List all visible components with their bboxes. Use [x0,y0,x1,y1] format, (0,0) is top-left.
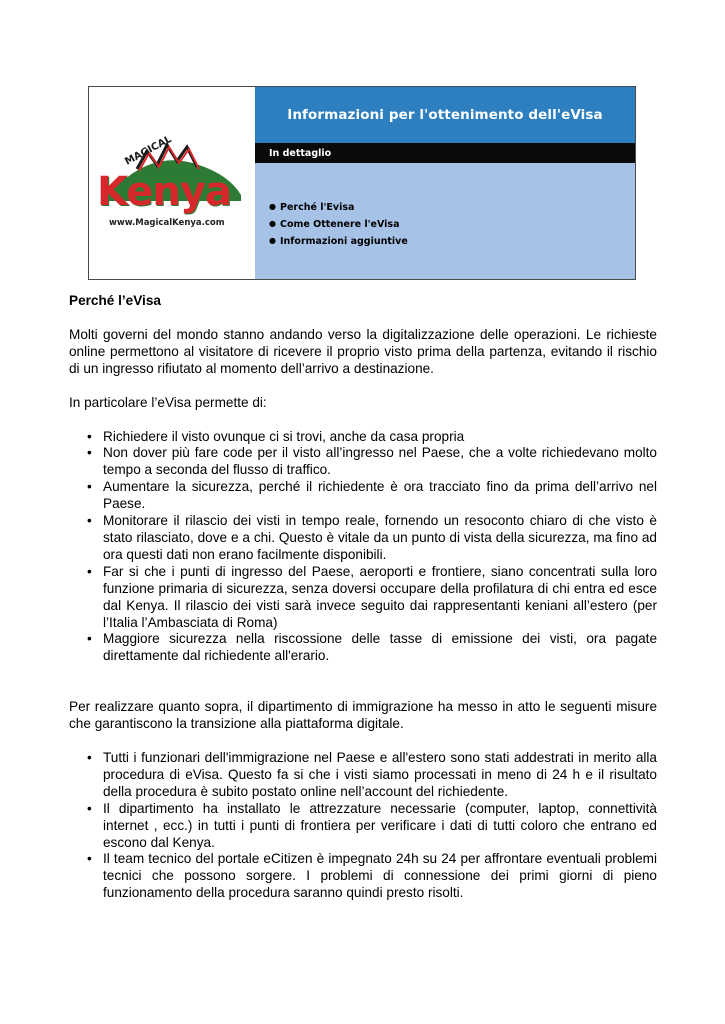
bullet-icon: • [87,513,92,529]
bullet-icon: • [87,750,92,766]
list-item: • Il team tecnico del portale eCitizen è impegnato 24h su 24 per affrontare eventuali problemi tecnici che possono sorgere. I problemi di connessione dei primi giorni di pieno funzionamento della procedura saranno quindi presto risolti. [87,851,657,901]
measures-list [69,750,657,902]
magical-kenya-logo [89,87,255,279]
section-heading: Perché l’eVisa [69,293,161,308]
banner-subtitle: In dettaglio [255,143,635,163]
banner-link-informazioni[interactable]: ● Informazioni aggiuntive [269,233,408,250]
list-item: • Il dipartimento ha installato le attrezzature necessarie (computer, laptop, connettività internet , ecc.) in tutti i punti di frontiera per verificare i dati di tutti coloro che entrano ed escono dal Kenya. [87,800,657,850]
list-item: • Aumentare la sicurezza, perché il richiedente è ora tracciato fino da prima dell’arrivo nel Paese. [87,479,657,512]
paragraph-measures: Per realizzare quanto sopra, il dipartimento di immigrazione ha messo in atto le seguenti misure che garantiscono la transizione alla piattaforma digitale. [69,699,657,732]
bullet-icon: • [87,631,92,647]
list-item: • Tutti i funzionari dell'immigrazione nel Paese e all'estero sono stati addestrati in merito alla procedura di eVisa. Questo fa si che i visti siamo processati in meno di 24 h e il risultato della procedura è subito postato online nell’account del richiedente. [87,750,657,799]
document-body [69,293,657,902]
banner-title: Informazioni per l'ottenimento dell'eVisa [255,87,635,143]
list-item: • Monitorare il rilascio dei visti in tempo reale, fornendo un resoconto chiaro di che visto è stato rilasciato, dove e a chi. Questo è vitale da un punto di vista della sicurezza, ma fino ad ora questi dati non erano facilmente disponibili. [87,513,657,562]
list-item: • Non dover più fare code per il visto all’ingresso nel Paese, che a volte richiedevano molto tempo a seconda del flusso di traffico. [87,445,657,478]
logo-url: www.MagicalKenya.com [109,218,225,228]
bullet-icon: • [87,800,92,816]
banner-link-come-ottenere[interactable]: ● Come Ottenere l'eVisa [269,216,408,233]
banner-links-area [255,163,635,279]
logo-kenya-text: Kenya [97,169,231,215]
list-item: • Maggiore sicurezza nella riscossione delle tasse di emissione dei visti, ora pagate direttamente dal richiedente all'erario. [87,631,657,664]
banner-info-panel [255,87,635,279]
benefits-list [69,429,657,666]
bullet-icon: • [87,479,92,495]
banner-link-perche[interactable]: ● Perché l'Evisa [269,199,408,216]
bullet-icon: • [87,851,92,867]
bullet-icon: • [87,428,92,444]
paragraph-intro: Molti governi del mondo stanno andando verso la digitalizzazione delle operazioni. Le richieste online permettono al visitatore di ricevere il proprio visto prima della partenza, evitando il rischio di un ingresso rifiutato al momento dell’arrivo a destinazione. [69,326,657,376]
logo-magical-text: MAGICAL [123,133,174,168]
paragraph-list-intro: In particolare l’eVisa permette di: [69,394,267,410]
list-item: • Richiedere il visto ovunque ci si trovi, anche da casa propria [87,428,465,444]
bullet-icon: • [87,563,92,579]
list-item: • Far si che i punti di ingresso del Paese, aeroporti e frontiere, siano concentrati sulla loro funzione primaria di sicurezza, senza doversi occupare della profilatura di chi entra ed esce dal Kenya. Il rilascio dei visti sarà invece seguito dai rappresentanti keniani all’estero (per l’Italia l’Ambasciata di Roma) [87,563,657,630]
header-banner [88,86,636,280]
banner-links-list [269,199,408,250]
bullet-icon: • [87,445,92,461]
